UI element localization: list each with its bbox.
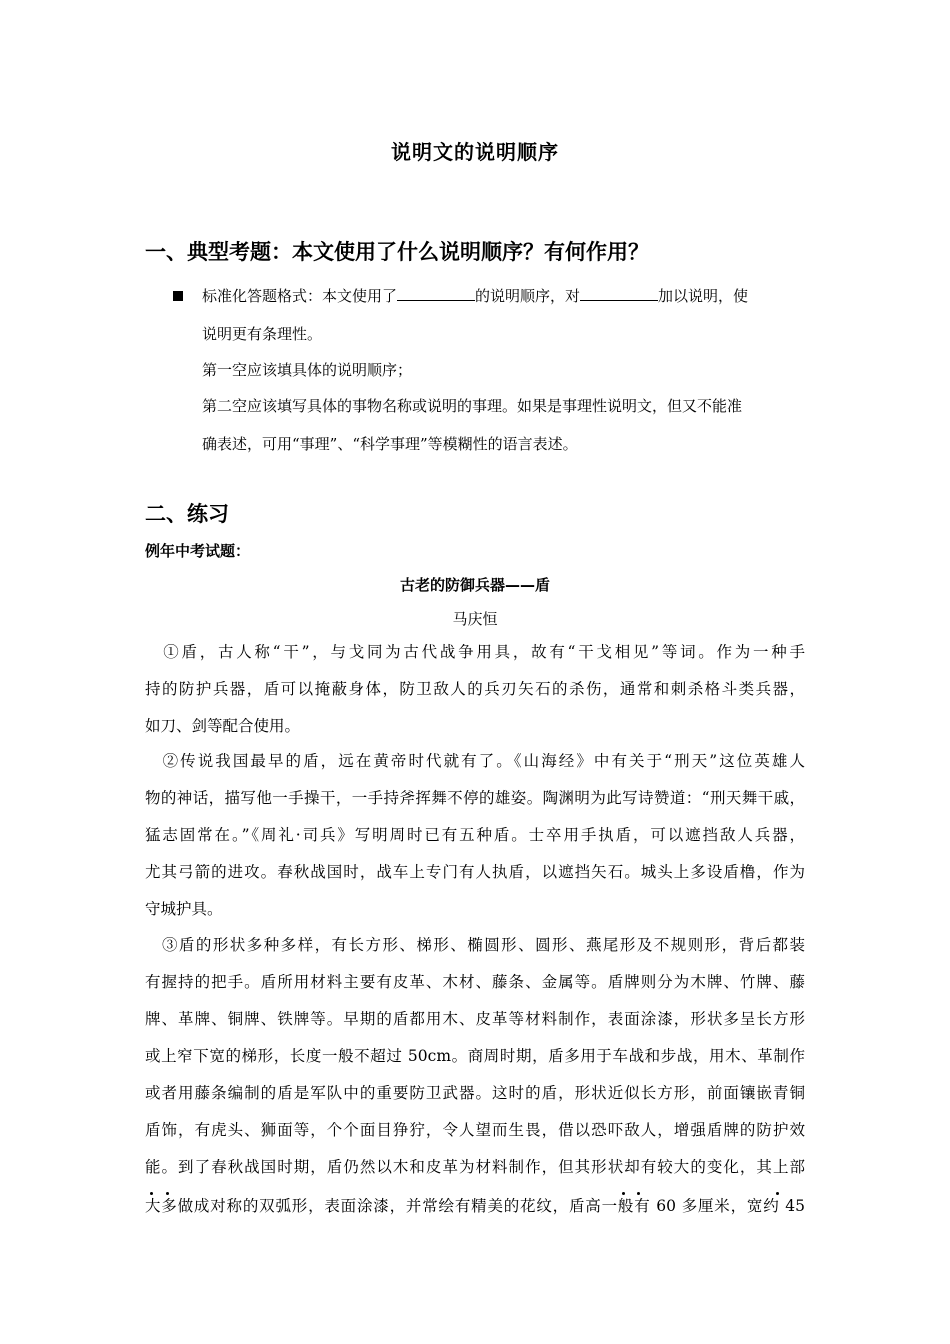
answer-format-line (202, 286, 748, 306)
article-title: 古老的防御兵器——盾 (399, 576, 550, 594)
paragraph-2-line-4: 尤其弓箭的进攻。春秋战国时，战车上专门有人执盾，以遮挡矢石。城头上多设盾橹，作为 (145, 863, 805, 881)
paragraph-3-line-4: 或上窄下宽的梯形，长度一般不超过 50cm。商周时期，盾多用于车战和步战，用木、革制作 (145, 1047, 805, 1065)
note-first-blank: 第一空应该填具体的说明顺序； (202, 361, 413, 379)
document-title: 说明文的说明顺序 (391, 140, 559, 164)
section1-heading: 一、典型考题：本文使用了什么说明顺序？有何作用？ (145, 240, 649, 264)
note-second-blank-line1: 第二空应该填写具体的事物名称或说明的事理。如果是事理性说明文，但又不能准 (202, 397, 743, 415)
paragraph-3-line-5: 或者用藤条编制的盾是军队中的重要防卫武器。这时的盾，形状近似长方形，前面镶嵌青铜 (145, 1084, 805, 1102)
paragraph-2-line-1: ②传说我国最早的盾，远在黄帝时代就有了。《山海经》中有关于“刑天”这位英雄人 (145, 752, 805, 770)
exam-subheading: 例年中考试题： (145, 542, 251, 560)
paragraph-3-line-8: 大多做成对称的双弧形，表面涂漆，并常绘有精美的花纹，盾高一般有 60 多厘米，宽约 45 (145, 1197, 805, 1215)
emphasis-dot (622, 1192, 625, 1195)
blank-1 (397, 286, 475, 301)
blank-2 (580, 286, 658, 301)
paragraph-3-line-2: 有握持的把手。盾所用材料主要有皮革、木材、藤条、金属等。盾牌则分为木牌、竹牌、藤 (145, 973, 805, 991)
answer-format-prefix: 标准化答题格式：本文使用了 (202, 287, 398, 305)
paragraph-1-line-2: 持的防护兵器，盾可以掩蔽身体，防卫敌人的兵刃矢石的杀伤，通常和刺杀格斗类兵器， (145, 680, 805, 698)
paragraph-3-line-7: 能。到了春秋战国时期，盾仍然以木和皮革为材料制作，但其形状却有较大的变化，其上部 (145, 1158, 805, 1176)
emphasis-dot (166, 1192, 169, 1195)
paragraph-2-line-2: 物的神话，描写他一手操干，一手持斧挥舞不停的雄姿。陶渊明为此写诗赞道：“刑天舞干戚， (145, 789, 805, 807)
paragraph-1-line-3: 如刀、剑等配合使用。 (145, 717, 301, 735)
bullet-square-icon (173, 291, 183, 301)
section2-heading: 二、练习 (145, 502, 229, 526)
paragraph-3-line-3: 牌、革牌、铜牌、铁牌等。早期的盾都用木、皮革等材料制作，表面涂漆，形状多呈长方形 (145, 1010, 805, 1028)
emphasis-dot (637, 1192, 640, 1195)
note-second-blank-line2: 确表述，可用“事理”、“科学事理”等模糊性的语言表述。 (202, 435, 578, 453)
paragraph-3-line-1: ③盾的形状多种多样，有长方形、梯形、椭圆形、圆形、燕尾形及不规则形，背后都装 (145, 936, 805, 954)
emphasis-dot (776, 1192, 779, 1195)
paragraph-3-line-6: 盾饰，有虎头、狮面等，个个面目狰狞，令人望而生畏，借以恐吓敌人，增强盾牌的防护效 (145, 1121, 805, 1139)
paragraph-1-line-1: ①盾，古人称“干”，与戈同为古代战争用具，故有“干戈相见”等词。作为一种手 (145, 643, 805, 661)
paragraph-2-line-3: 猛志固常在。”《周礼·司兵》写明周时已有五种盾。士卒用手执盾，可以遮挡敌人兵器， (145, 826, 805, 844)
answer-format-suffix: 加以说明，使 (658, 287, 749, 305)
article-author: 马庆恒 (452, 610, 498, 628)
answer-format-mid: 的说明顺序，对 (475, 287, 581, 305)
emphasis-dot (150, 1192, 153, 1195)
paragraph-2-line-5: 守城护具。 (145, 900, 223, 918)
answer-format-line2: 说明更有条理性。 (202, 325, 323, 343)
